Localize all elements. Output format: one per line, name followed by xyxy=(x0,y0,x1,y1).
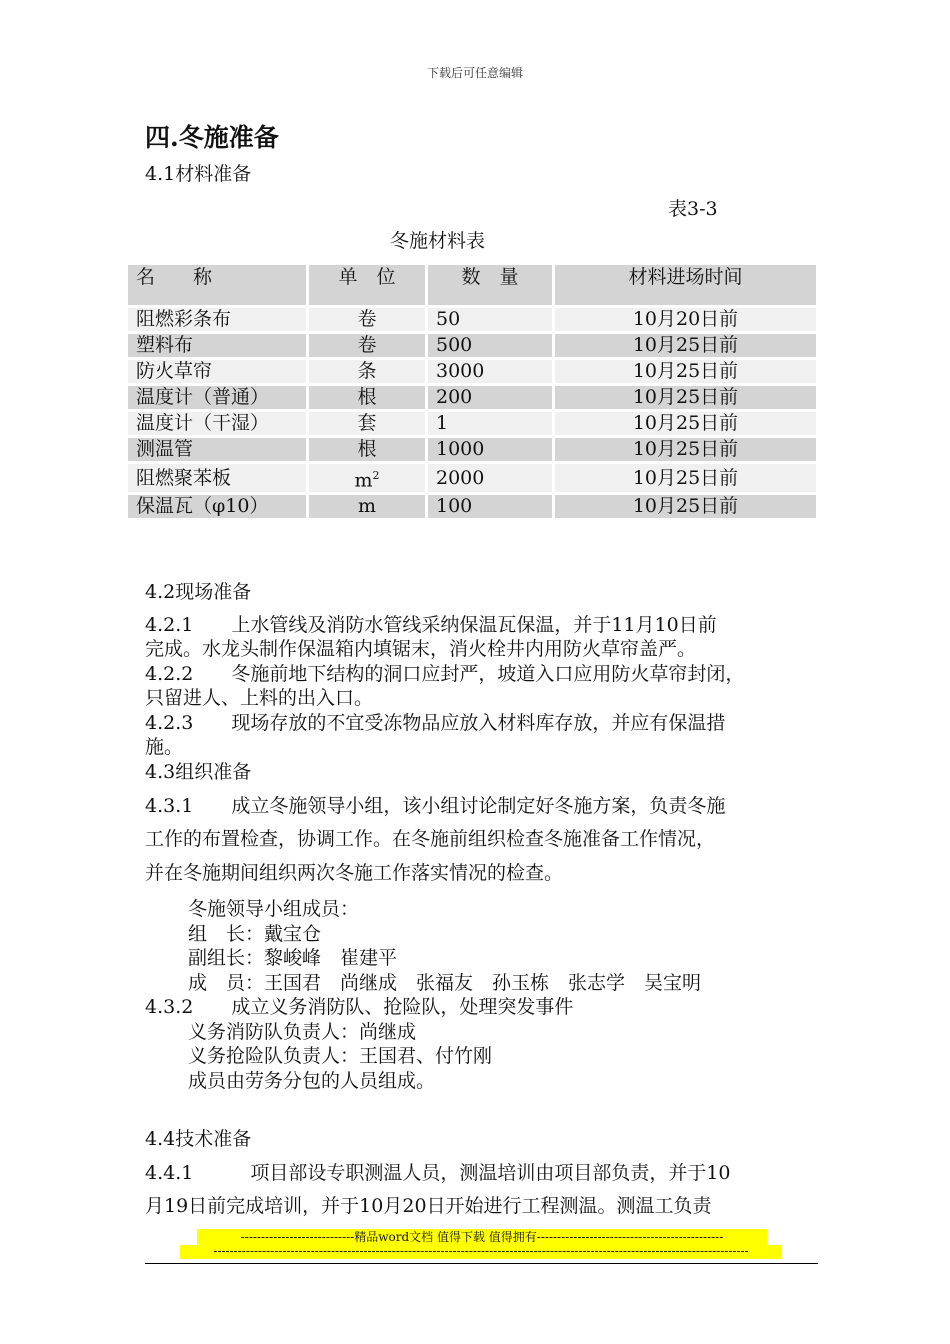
table-row xyxy=(128,386,816,409)
para-4-3-1-line1: 4.3.1 成立冬施领导小组，该小组讨论制定好冬施方案，负责冬施 xyxy=(145,795,726,817)
table-row xyxy=(128,360,816,383)
para-4-2-2-line2: 只留进人、上料的出入口。 xyxy=(145,687,374,709)
cell-quantity: 200 xyxy=(428,386,552,409)
cell-quantity: 100 xyxy=(428,495,552,518)
cell-quantity: 500 xyxy=(428,334,552,357)
header-quantity: 数 量 xyxy=(428,265,552,305)
cell-quantity: 2000 xyxy=(428,464,552,492)
cell-arrival: 10月25日前 xyxy=(555,464,816,492)
para-4-2-1-line1: 4.2.1 上水管线及消防水管线采纳保温瓦保温，并于11月10日前 xyxy=(145,614,717,636)
materials-table xyxy=(125,262,819,521)
table-row xyxy=(128,464,816,492)
members-title: 冬施领导小组成员： xyxy=(188,898,360,920)
table-row xyxy=(128,412,816,435)
subsection-4-3: 4.3组织准备 xyxy=(145,761,252,783)
members-line: 成 员：王国君 尚继成 张福友 孙玉栋 张志学 吴宝明 xyxy=(188,972,702,994)
cell-name: 保温瓦（φ10） xyxy=(128,495,306,518)
para-4-2-2-line1: 4.2.2 冬施前地下结构的洞口应封严，坡道入口应用防火草帘封闭， xyxy=(145,663,745,685)
header-name: 名 称 xyxy=(128,265,306,305)
header-arrival-time: 材料进场时间 xyxy=(555,265,816,305)
cell-arrival: 10月25日前 xyxy=(555,495,816,518)
para-4-3-2: 4.3.2 成立义务消防队、抢险队，处理突发事件 xyxy=(145,996,574,1018)
cell-arrival: 10月25日前 xyxy=(555,334,816,357)
footer-banner-line2: ------------------------------------------------------------------------------------------------------------------------------------ xyxy=(180,1245,782,1259)
section-heading: 四.冬施准备 xyxy=(145,123,279,152)
cell-arrival: 10月25日前 xyxy=(555,360,816,383)
cell-quantity: 3000 xyxy=(428,360,552,383)
para-4-4-1-line2: 月19日前完成培训，并于10月20日开始进行工程测温。测温工负责 xyxy=(145,1195,712,1217)
fire-team-line: 义务消防队负责人：尚继成 xyxy=(188,1021,417,1043)
cell-unit: 根 xyxy=(309,438,425,461)
footer-banner-line1: ----------------------------精品word文档 值得下载 值得拥有---------------------------------------------- xyxy=(197,1229,767,1245)
header-note: 下载后可任意编辑 xyxy=(426,66,523,80)
cell-name: 温度计（干湿） xyxy=(128,412,306,435)
rescue-team-line: 义务抢险队负责人：王国君、付竹刚 xyxy=(188,1045,493,1067)
cell-quantity: 50 xyxy=(428,308,552,331)
subsection-4-4: 4.4技术准备 xyxy=(145,1128,252,1150)
table-number: 表3-3 xyxy=(668,198,718,220)
cell-quantity: 1000 xyxy=(428,438,552,461)
table-row xyxy=(128,334,816,357)
cell-unit: 卷 xyxy=(309,308,425,331)
header-unit: 单 位 xyxy=(309,265,425,305)
composition-line: 成员由劳务分包的人员组成。 xyxy=(188,1070,436,1092)
cell-name: 阻燃聚苯板 xyxy=(128,464,306,492)
para-4-3-1-line2: 工作的布置检查，协调工作。在冬施前组织检查冬施准备工作情况， xyxy=(145,828,716,850)
cell-unit: m xyxy=(309,495,425,518)
cell-name: 温度计（普通） xyxy=(128,386,306,409)
subsection-4-1: 4.1材料准备 xyxy=(145,163,252,185)
table-row xyxy=(128,308,816,331)
unit-superscript: 2 xyxy=(372,469,380,482)
cell-arrival: 10月25日前 xyxy=(555,386,816,409)
leader-line: 组 长：戴宝仓 xyxy=(188,923,322,945)
cell-quantity: 1 xyxy=(428,412,552,435)
cell-arrival: 10月25日前 xyxy=(555,412,816,435)
cell-arrival: 10月25日前 xyxy=(555,438,816,461)
cell-unit: 根 xyxy=(309,386,425,409)
cell-name: 防火草帘 xyxy=(128,360,306,383)
cell-name: 阻燃彩条布 xyxy=(128,308,306,331)
cell-unit: 套 xyxy=(309,412,425,435)
footer-rule xyxy=(145,1263,818,1264)
para-4-2-3-line2: 施。 xyxy=(145,736,184,758)
para-4-2-1-line2: 完成。水龙头制作保温箱内填锯末，消火栓井内用防火草帘盖严。 xyxy=(145,638,697,660)
cell-arrival: 10月20日前 xyxy=(555,308,816,331)
para-4-3-1-line3: 并在冬施期间组织两次冬施工作落实情况的检查。 xyxy=(145,862,564,884)
cell-unit: 卷 xyxy=(309,334,425,357)
cell-unit xyxy=(309,464,425,492)
table-row xyxy=(128,438,816,461)
para-4-4-1-line1: 4.4.1 项目部设专职测温人员，测温培训由项目部负责，并于10 xyxy=(145,1162,731,1184)
table-header-row xyxy=(128,265,816,305)
unit-text: m xyxy=(354,469,373,492)
vice-leader-line: 副组长：黎峻峰 崔建平 xyxy=(188,947,398,969)
cell-unit: 条 xyxy=(309,360,425,383)
para-4-2-3-line1: 4.2.3 现场存放的不宜受冻物品应放入材料库存放，并应有保温措 xyxy=(145,712,726,734)
cell-name: 塑料布 xyxy=(128,334,306,357)
table-title: 冬施材料表 xyxy=(390,230,486,252)
subsection-4-2: 4.2现场准备 xyxy=(145,581,252,603)
table-row xyxy=(128,495,816,518)
cell-name: 测温管 xyxy=(128,438,306,461)
